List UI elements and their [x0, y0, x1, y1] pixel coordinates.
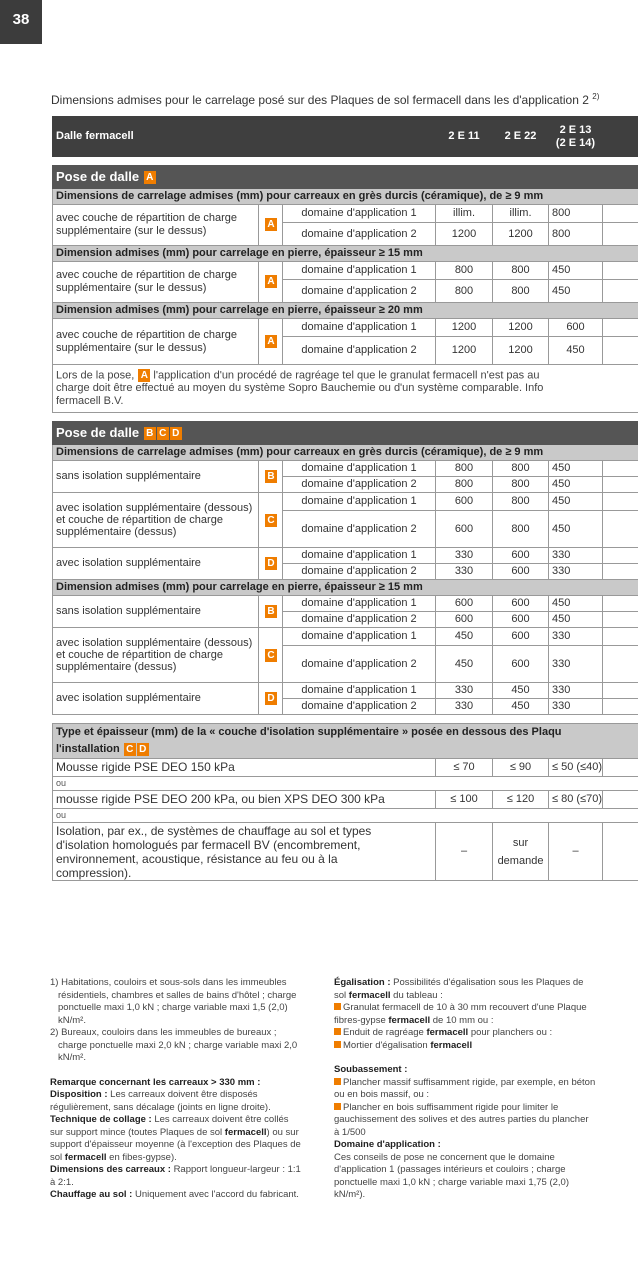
egalisation-text1: Possibilités d'égalisation sous les Plaques de sol: [334, 977, 584, 1001]
value-cell: 450: [549, 262, 603, 280]
bullet-3-brand: fermacell: [430, 1039, 473, 1051]
value-cell: 450: [549, 477, 603, 493]
value-cell: 330: [436, 564, 493, 580]
dimensions-label: Dimensions des carreaux :: [50, 1164, 171, 1175]
note-c: charge doit être effectué au moyen du système Sopro Bauchemie ou d'un système comparable. Info: [56, 382, 544, 395]
value-cell: 800: [493, 477, 549, 493]
empty-cell: [603, 337, 638, 365]
value-cell: 600: [436, 511, 493, 548]
bullet-1-brand: fermacell: [388, 1014, 431, 1026]
value-cell: 450: [549, 337, 603, 365]
footnotes-right: [334, 977, 596, 1202]
value-cell: 600: [493, 596, 549, 612]
soubassement-2-text: Plancher en bois suffisamment rigide pour limiter le gauchissement des solives et des autres parties du plancher à 1/500: [334, 1101, 589, 1138]
bullet-square-icon: [334, 1041, 341, 1048]
domaine-text: Ces conseils de pose ne concernent que le domaine d'application 1 (passages intérieurs et couloirs ; charge ponctuelle maxi 1,0 kN ; charge variable maxi 1,75 (2,0) kN/m²).: [334, 1151, 569, 1200]
ou-row: [53, 777, 638, 791]
section1-note-row: [53, 365, 638, 413]
insulation-title: [53, 724, 638, 759]
badge-c: C: [124, 743, 136, 756]
remark-title: Remarque concernant les carreaux > 330 mm :: [50, 1076, 261, 1088]
value-cell: [493, 823, 549, 881]
value-cell: 1200: [493, 319, 549, 337]
footnote-1: 1) Habitations, couloirs et sous-sols dans les immeubles résidentiels, chambres et salles de bains d'hôtel ; charge ponctuelle maxi 1,0 kN ; charge variable maxi 1,5 (2,0) kN/m².: [50, 977, 297, 1026]
bullet-3a: Mortier d'égalisation: [343, 1039, 428, 1051]
value-cell: 1200: [436, 319, 493, 337]
chauffage-para: [50, 1189, 302, 1202]
section2-title-text: Pose de dalle: [56, 425, 140, 441]
value-cell: 450: [549, 596, 603, 612]
table-row: [53, 596, 638, 612]
header-dalle: Dalle fermacell: [53, 117, 436, 157]
empty-cell: [603, 823, 638, 881]
spacer: [53, 715, 638, 724]
soubassement-label: Soubassement :: [334, 1064, 408, 1075]
tile-dimensions-table: [52, 116, 638, 881]
value-cell: 450: [493, 699, 549, 715]
value-cell: 330: [549, 548, 603, 564]
value-cell: 800: [493, 493, 549, 511]
ou-row: [53, 809, 638, 823]
value-cell: 600: [493, 646, 549, 683]
section1-sub3-row: [53, 303, 638, 319]
domain-label: domaine d'application 2: [283, 699, 436, 715]
domain-label: domaine d'application 1: [283, 596, 436, 612]
value-cell: 330: [549, 628, 603, 646]
note-d: fermacell B.V.: [56, 395, 124, 408]
section1-title: [53, 166, 638, 189]
value-cell: 450: [436, 646, 493, 683]
collage-label: Technique de collage :: [50, 1114, 152, 1125]
table-row: [53, 205, 638, 223]
value-cell: 800: [493, 511, 549, 548]
empty-cell: [603, 511, 638, 548]
value-cell: 330: [436, 683, 493, 699]
badge-d: D: [265, 557, 277, 570]
bullet-square-icon: [334, 1078, 341, 1085]
value-cell: ≤ 120: [493, 791, 549, 809]
domain-label: domaine d'application 1: [283, 205, 436, 223]
header-2e13-b: (2 E 14): [555, 136, 596, 149]
value-cell: 800: [493, 461, 549, 477]
value-cell: illim.: [436, 205, 493, 223]
disposition-para: [50, 1089, 302, 1114]
value-cell: ≤ 50 (≤40): [549, 759, 603, 777]
page-number: 38: [0, 0, 42, 44]
empty-cell: [603, 683, 638, 699]
empty-cell: [603, 791, 638, 809]
footnotes-left: [50, 977, 302, 1202]
value-cell: 600: [493, 628, 549, 646]
value-cell: 600: [493, 548, 549, 564]
section1-title-row: [53, 166, 638, 189]
badge-c: C: [265, 649, 277, 662]
value-cell: 450: [549, 280, 603, 303]
empty-cell: [603, 564, 638, 580]
value-cell: 330: [436, 548, 493, 564]
soubassement-1-text: Plancher massif suffisamment rigide, par exemple, en béton ou en bois massif, ou :: [334, 1076, 596, 1100]
domain-label: domaine d'application 1: [283, 262, 436, 280]
insulation-label: Mousse rigide PSE DEO 150 kPa: [53, 759, 436, 777]
empty-cell: [603, 461, 638, 477]
empty-cell: [603, 646, 638, 683]
value-cell: 1200: [436, 337, 493, 365]
ou-label: ou: [53, 777, 638, 791]
ou-label: ou: [53, 809, 638, 823]
row-label: avec couche de répartition de charge supplémentaire (sur le dessus): [53, 205, 259, 246]
empty-cell: [603, 205, 638, 223]
domain-label: domaine d'application 1: [283, 683, 436, 699]
value-cell: 800: [493, 262, 549, 280]
domain-label: domaine d'application 2: [283, 477, 436, 493]
value-cell: 330: [549, 683, 603, 699]
empty-cell: [603, 280, 638, 303]
bullet-square-icon: [334, 1003, 341, 1010]
section1-note: [53, 365, 638, 413]
soubassement-1: [334, 1077, 596, 1102]
note-b: l'application d'un procédé de ragréage tel que le granulat fermacell n'est pas au: [153, 369, 540, 382]
value-cell: ≤ 90: [493, 759, 549, 777]
badge-d: D: [265, 692, 277, 705]
domain-label: domaine d'application 2: [283, 646, 436, 683]
table-row: [53, 791, 638, 809]
bullet-1b: de 10 mm ou :: [432, 1014, 494, 1026]
collage-para: [50, 1114, 302, 1164]
insulation-label: mousse rigide PSE DEO 200 kPa, ou bien XPS DEO 300 kPa: [53, 791, 436, 809]
value-cell: 330: [549, 699, 603, 715]
domain-label: domaine d'application 2: [283, 564, 436, 580]
empty-cell: [603, 493, 638, 511]
badge-b: B: [144, 427, 156, 440]
spacer: [53, 157, 638, 166]
row-label: sans isolation supplémentaire: [53, 461, 259, 493]
egalisation-text2: du tableau :: [393, 989, 443, 1001]
badge-cell: [259, 548, 283, 580]
empty-cell: [603, 628, 638, 646]
row-label: avec isolation supplémentaire (dessous) et couche de répartition de charge supplémentaire (dessus): [53, 493, 259, 548]
row-label: avec isolation supplémentaire: [53, 683, 259, 715]
badge-cell: [259, 205, 283, 246]
collage-text3: en fibes-gypse).: [109, 1151, 177, 1163]
row-label: avec isolation supplémentaire (dessous) et couche de répartition de charge supplémentaire (dessus): [53, 628, 259, 683]
badge-c: C: [157, 427, 169, 440]
value-cell: 330: [549, 564, 603, 580]
value-cell: 600: [436, 596, 493, 612]
soubassement-2: [334, 1102, 596, 1140]
empty-cell: [603, 477, 638, 493]
header-2e13-a: 2 E 13: [559, 123, 592, 136]
domain-label: domaine d'application 2: [283, 223, 436, 246]
badge-b: B: [265, 470, 277, 483]
tile-table-wrapper: [52, 116, 638, 881]
row-label: avec couche de répartition de charge supplémentaire (sur le dessus): [53, 319, 259, 365]
collage-brand1: fermacell: [224, 1126, 267, 1138]
value-cell: 450: [549, 461, 603, 477]
domain-label: domaine d'application 2: [283, 337, 436, 365]
bullet-1: [334, 1002, 596, 1027]
chauffage-text: Uniquement avec l'accord du fabricant.: [134, 1189, 299, 1200]
value-cell: ≤ 100: [436, 791, 493, 809]
badge-cell: [259, 683, 283, 715]
demande-label: demande: [497, 854, 544, 867]
section2-sub1: Dimensions de carrelage admises (mm) pour carreaux en grès durcis (céramique), de ≥ 9 mm: [53, 445, 638, 461]
value-cell: 800: [493, 280, 549, 303]
table-row: [53, 683, 638, 699]
note-a: Lors de la pose,: [56, 369, 135, 382]
collage-brand2: fermacell: [64, 1151, 107, 1163]
value-cell: 600: [436, 493, 493, 511]
disposition-text: Les carreaux doivent être disposés régulièrement, sans décalage (joints en ligne droite).: [50, 1089, 271, 1113]
table-row: [53, 461, 638, 477]
empty-cell: [603, 612, 638, 628]
header-2e11: 2 E 11: [436, 117, 493, 157]
badge-cell: [259, 461, 283, 493]
table-row: [53, 262, 638, 280]
domain-label: domaine d'application 2: [283, 511, 436, 548]
empty-cell: [603, 548, 638, 564]
section1-sub3: Dimension admises (mm) pour carrelage en pierre, épaisseur ≥ 20 mm: [53, 303, 638, 319]
empty-cell: [603, 699, 638, 715]
value-cell: 450: [549, 493, 603, 511]
value-cell: 450: [549, 612, 603, 628]
row-label: avec couche de répartition de charge supplémentaire (sur le dessus): [53, 262, 259, 303]
disposition-label: Disposition :: [50, 1089, 108, 1100]
value-cell: –: [549, 823, 603, 881]
egalisation-label: Égalisation :: [334, 977, 391, 988]
spacer: [53, 413, 638, 422]
section1-sub1-row: [53, 189, 638, 205]
value-cell: 600: [436, 612, 493, 628]
header-extra: [603, 117, 638, 157]
bullet-square-icon: [334, 1028, 341, 1035]
value-cell: 450: [549, 511, 603, 548]
value-cell: 1200: [493, 223, 549, 246]
value-cell: 450: [493, 683, 549, 699]
domain-label: domaine d'application 1: [283, 493, 436, 511]
value-cell: 330: [436, 699, 493, 715]
bullet-2-brand: fermacell: [426, 1027, 469, 1038]
collage-text2: ) ou sur support d'épaisseur moyenne (à l'exception des Plaques de sol: [50, 1126, 301, 1163]
badge-a: A: [265, 218, 277, 231]
section2-title-row: [53, 422, 638, 445]
domain-label: domaine d'application 1: [283, 461, 436, 477]
value-cell: 800: [436, 461, 493, 477]
value-cell: 800: [549, 205, 603, 223]
badge-cell: [259, 493, 283, 548]
badge-d: D: [170, 427, 182, 440]
sur-label: sur: [512, 836, 529, 849]
bullet-square-icon: [334, 1103, 341, 1110]
row-label: avec isolation supplémentaire: [53, 548, 259, 580]
value-cell: 1200: [493, 337, 549, 365]
chauffage-label: Chauffage au sol :: [50, 1189, 133, 1200]
section1-sub1: Dimensions de carrelage admises (mm) pour carreaux en grès durcis (céramique), de ≥ 9 mm: [53, 189, 638, 205]
domain-label: domaine d'application 2: [283, 612, 436, 628]
header-2e13: [549, 117, 603, 157]
intro-sup: 2): [592, 92, 600, 101]
value-cell: 800: [549, 223, 603, 246]
badge-cell: [259, 262, 283, 303]
domain-label: domaine d'application 1: [283, 319, 436, 337]
value-cell: 800: [436, 262, 493, 280]
insulation-title-row: [53, 724, 638, 759]
value-cell: 800: [436, 477, 493, 493]
bullet-2: [334, 1027, 596, 1040]
section1-sub2: Dimension admises (mm) pour carrelage en pierre, épaisseur ≥ 15 mm: [53, 246, 638, 262]
empty-cell: [603, 319, 638, 337]
value-cell: 450: [436, 628, 493, 646]
header-row: [53, 117, 638, 157]
badge-cell: [259, 628, 283, 683]
bullet-3: [334, 1040, 596, 1053]
bullet-1a: Granulat fermacell de 10 à 30 mm recouvert d'une Plaque fibres-gypse: [334, 1002, 587, 1026]
value-cell: 1200: [436, 223, 493, 246]
value-cell: illim.: [493, 205, 549, 223]
badge-d: D: [137, 743, 149, 756]
table-row: [53, 548, 638, 564]
value-cell: 330: [549, 646, 603, 683]
table-row: [53, 823, 638, 881]
dimensions-text: Rapport longueur-largeur : 1:1 à 2:1.: [50, 1164, 301, 1188]
dimensions-para: [50, 1164, 302, 1189]
intro-main: Dimensions admises pour le carrelage posé sur des Plaques de sol fermacell dans les d'application 2: [51, 93, 589, 107]
value-cell: –: [436, 823, 493, 881]
intro-text: [51, 88, 621, 109]
badge-cell: [259, 596, 283, 628]
badge-c: C: [265, 514, 277, 527]
value-cell: ≤ 70: [436, 759, 493, 777]
badge-a: A: [138, 369, 150, 382]
domain-label: domaine d'application 1: [283, 628, 436, 646]
collage-text1: Les carreaux doivent être collés sur support mince (toutes Plaques de sol: [50, 1114, 289, 1138]
empty-cell: [603, 759, 638, 777]
badge-b: B: [265, 605, 277, 618]
empty-cell: [603, 262, 638, 280]
insulation-title-line2: l'installation: [56, 743, 120, 756]
domain-label: domaine d'application 2: [283, 280, 436, 303]
section1-sub2-row: [53, 246, 638, 262]
table-row: [53, 319, 638, 337]
egalisation-brand: fermacell: [348, 989, 391, 1001]
domain-label: domaine d'application 1: [283, 548, 436, 564]
empty-cell: [603, 223, 638, 246]
section2-sub2: Dimension admises (mm) pour carrelage en pierre, épaisseur ≥ 15 mm: [53, 580, 638, 596]
value-cell: 800: [436, 280, 493, 303]
empty-cell: [603, 596, 638, 612]
table-row: [53, 759, 638, 777]
row-label: sans isolation supplémentaire: [53, 596, 259, 628]
badge-a: A: [265, 335, 277, 348]
table-row: [53, 493, 638, 511]
bullet-2a: Enduit de ragréage: [343, 1027, 424, 1038]
table-row: [53, 628, 638, 646]
badge-a: A: [265, 275, 277, 288]
value-cell: 600: [493, 612, 549, 628]
value-cell: 600: [493, 564, 549, 580]
section2-title: [53, 422, 638, 445]
egalisation-para: [334, 977, 596, 1002]
value-cell: ≤ 80 (≤70): [549, 791, 603, 809]
section1-title-text: Pose de dalle: [56, 168, 140, 184]
section2-sub1-row: [53, 445, 638, 461]
badge-a: A: [144, 171, 156, 184]
value-cell: 600: [549, 319, 603, 337]
domaine-label: Domaine d'application :: [334, 1139, 441, 1150]
footnote-2: 2) Bureaux, couloirs dans les immeubles de bureaux ; charge ponctuelle maxi 2,0 kN ; charge variable maxi 2,0 kN/m².: [50, 1027, 298, 1063]
insulation-label: Isolation, par ex., de systèmes de chauffage au sol et types d'isolation homologués par fermacell BV (encombrement, environnement, acoustique, résistance au feu ou à la compression).: [53, 823, 436, 881]
header-2e22: 2 E 22: [493, 117, 549, 157]
badge-cell: [259, 319, 283, 365]
insulation-title-line1: Type et épaisseur (mm) de la « couche d'isolation supplémentaire » posée en dessous des Plaqu: [56, 726, 562, 739]
section2-sub2-row: [53, 580, 638, 596]
bullet-2b: pour planchers ou :: [470, 1027, 553, 1038]
